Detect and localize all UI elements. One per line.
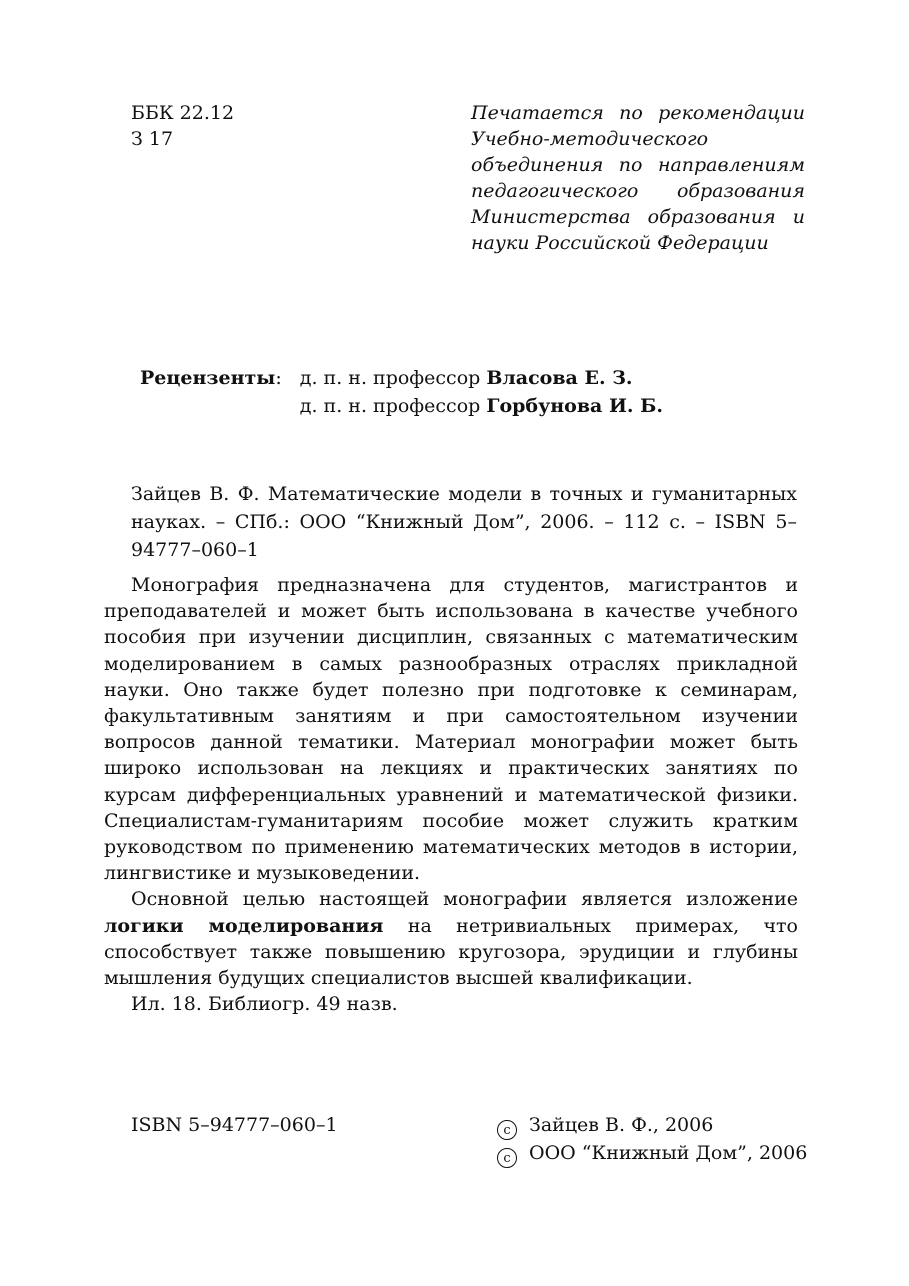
reviewer-row [140,392,663,420]
reviewer-name: Власова Е. З. [486,367,633,389]
author-mark: З 17 [131,128,174,150]
citation-text: Зайцев В. Ф. Математические модели в точных и гуманитарных науках. – СПб.: ООО “Книжный Дом”, 2006. – 112 с. – ISBN 5–94777–060–1 [131,483,797,561]
reviewer-name: Горбунова И. Б. [486,395,663,417]
reviewers-block [140,364,663,420]
annotation-block [104,572,798,1017]
annotation-paragraph-3: Ил. 18. Библиогр. 49 назв. [131,993,398,1016]
reviewer-1 [300,364,663,392]
reviewer-row [140,364,663,392]
annotation-p2-end: на нетривиальных примерах, что способствует также повышению кругозора, эрудиции и глубины мышления будущих специалистов высшей квалификации. [104,914,798,990]
isbn: ISBN 5–94777–060–1 [131,1114,338,1136]
recommendation-text: Печатается по рекомендации Учебно-методического объединения по направлениям педагогического образования Министерства образования и науки Российской Федерации [471,102,805,254]
reviewers-label-cell [140,364,286,392]
copyright-block [497,1112,807,1168]
copyright-holder: ООО “Книжный Дом”, 2006 [529,1142,808,1164]
reviewers-label-cell-empty [140,392,286,420]
annotation-paragraph-1: Монография предназначена для студентов, магистрантов и преподавателей и может быть использована в качестве учебного пособия при изучении дисциплин, связанных с математическим моделированием в самых разнообразных отраслях прикладной науки. Оно также будет полезно при подготовке к семинарам, факультативным занятиям и при самостоятельном изучении вопросов данной тематики. Материал монографии может быть широко использован на лекциях и практических занятиях по курсам дифференциальных уравнений и математической физики. Специалистам-гуманитариям пособие может служить кратким руководством по применению математических методов в истории, лингвистике и музыковедении. [104,574,798,885]
reviewers-label: Рецензенты [140,367,276,389]
reviewer-title: д. п. н. профессор [299,395,481,417]
reviewers-table [140,364,663,420]
reviewers-colon: : [275,367,282,389]
reviewers-gap [286,364,300,392]
copyright-icon: c [497,1120,517,1140]
reviewer-2 [300,392,663,420]
copyright-line-1 [497,1112,807,1140]
recommendation-note [471,100,805,256]
bibliographic-citation [131,480,797,564]
copyright-holder: Зайцев В. Ф., 2006 [529,1114,714,1136]
annotation-paragraph-2 [104,886,798,991]
reviewer-title: д. п. н. профессор [299,367,481,389]
bbk-block [131,100,234,152]
copyright-line-2 [497,1140,807,1168]
annotation-p2-bold: логики моделирования [104,914,384,937]
copyright-icon: c [497,1148,517,1168]
annotation-p2-start: Основной целью настоящей монографии является изложение [131,888,798,911]
reviewers-gap [286,392,300,420]
bbk-code: ББК 22.12 [131,102,235,124]
